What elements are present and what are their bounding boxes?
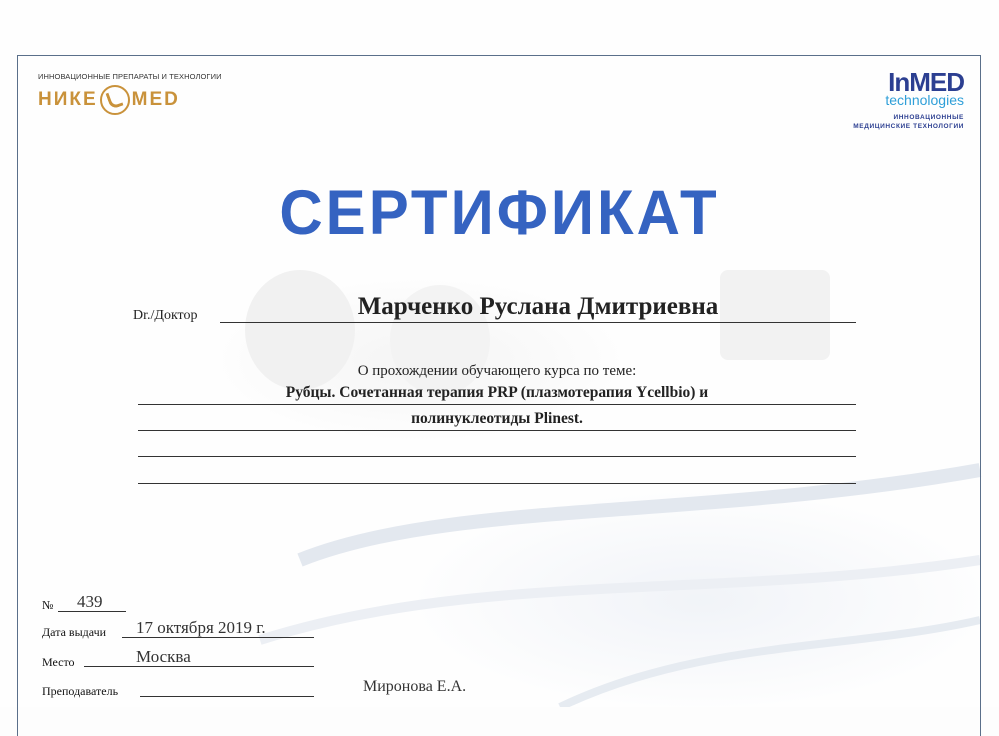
teacher-underline <box>140 696 314 697</box>
inmed-brand-in: In <box>888 67 910 97</box>
number-value: 439 <box>77 592 103 611</box>
number-label: № <box>42 598 54 612</box>
date-underline <box>122 637 314 638</box>
place-label: Место <box>42 655 75 669</box>
nikemed-tagline: ИННОВАЦИОННЫЕ ПРЕПАРАТЫ И ТЕХНОЛОГИИ <box>38 72 222 81</box>
place-value: Москва <box>136 647 191 666</box>
inmed-technologies-text: technologies <box>885 92 964 108</box>
inmed-subtitle <box>849 113 964 131</box>
course-underline-4 <box>138 483 856 484</box>
course-topic-line1: Рубцы. Сочетанная терапия PRP (плазмотерапия Ycellbio) и <box>285 384 709 401</box>
nikemed-emblem-icon <box>100 85 130 115</box>
nikemed-brand-part1: НИКЕ <box>38 89 98 110</box>
teacher-label: Преподаватель <box>42 684 119 698</box>
inmed-subtitle-line2: МЕДИЦИНСКИЕ ТЕХНОЛОГИИ <box>853 123 964 130</box>
issue-date-value: 17 октября 2019 г. <box>136 618 266 637</box>
nikemed-wordmark <box>38 85 222 115</box>
nikemed-logo <box>38 72 222 115</box>
doctor-name-underline <box>220 322 856 323</box>
inmed-logo <box>849 69 964 131</box>
number-underline <box>58 611 126 612</box>
teacher-name: Миронова Е.А. <box>363 678 467 695</box>
place-underline <box>84 666 314 667</box>
inmed-subtitle-line1: ИННОВАЦИОННЫЕ <box>893 114 964 121</box>
course-topic-line2: полинуклеотиды Plinest. <box>411 410 583 427</box>
course-intro: О прохождении обучающего курса по теме: <box>357 363 637 379</box>
course-underline-1 <box>138 404 856 405</box>
inmed-brand-med: MED <box>909 67 964 97</box>
date-label: Дата выдачи <box>42 625 107 639</box>
certificate-title: СЕРТИФИКАТ <box>279 177 720 248</box>
course-underline-3 <box>138 456 856 457</box>
nikemed-brand-part2: MED <box>131 89 180 110</box>
doctor-label: Dr./Доктор <box>133 308 198 323</box>
doctor-name: Марченко Руслана Дмитриевна <box>357 293 719 320</box>
course-underline-2 <box>138 430 856 431</box>
